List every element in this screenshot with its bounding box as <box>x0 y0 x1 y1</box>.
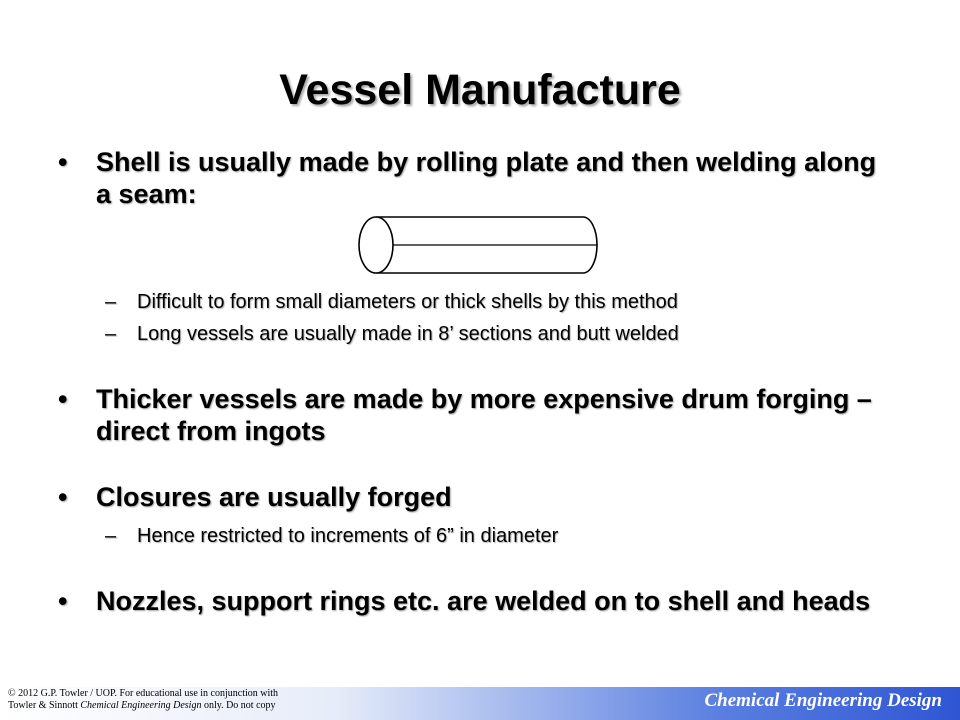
bullet-closures <box>58 481 888 513</box>
copyright-notice <box>8 688 388 712</box>
bullet-mark: • <box>58 147 68 177</box>
copyright-line-1: © 2012 G.P. Towler / UOP. For educational use in conjunction with <box>8 688 279 699</box>
sub-bullet-small-diameters <box>105 290 905 314</box>
bullet-text: Nozzles, support rings etc. are welded on to shell and heads <box>96 586 871 616</box>
bullet-thicker-vessels <box>58 383 888 447</box>
sub-bullet-long-vessels <box>105 322 905 346</box>
sub-bullet-text: Difficult to form small diameters or thick shells by this method <box>137 291 678 313</box>
sub-bullet-text: Long vessels are usually made in 8’ sections and butt welded <box>137 323 679 345</box>
bullet-mark: • <box>58 586 68 616</box>
footer-brand: Chemical Engineering Design <box>704 690 942 711</box>
shell-end-ellipse <box>359 217 393 273</box>
bullet-text: Closures are usually forged <box>96 482 452 512</box>
bullet-nozzles <box>58 585 888 617</box>
bullet-shell-rolling <box>58 146 888 210</box>
copyright-line-2-end: only. Do not copy <box>201 700 276 711</box>
sub-bullet-mark: – <box>105 291 117 313</box>
rolled-shell-diagram <box>355 214 605 276</box>
bullet-mark: • <box>58 482 68 512</box>
sub-bullet-mark: – <box>105 525 117 547</box>
bullet-mark: • <box>58 384 68 414</box>
copyright-book-title: Chemical Engineering Design <box>80 700 202 711</box>
bullet-text: Shell is usually made by rolling plate and then welding along a seam: <box>96 147 877 209</box>
sub-bullet-increments <box>105 524 905 548</box>
copyright-line-2 <box>8 700 388 712</box>
bullet-text: Thicker vessels are made by more expensive drum forging – direct from ingots <box>96 384 872 446</box>
slide-title: Vessel Manufacture <box>279 66 681 114</box>
sub-bullet-text: Hence restricted to increments of 6” in diameter <box>137 525 559 547</box>
sub-bullet-mark: – <box>105 323 117 345</box>
copyright-line-2-start: Towler & Sinnott <box>8 700 81 711</box>
